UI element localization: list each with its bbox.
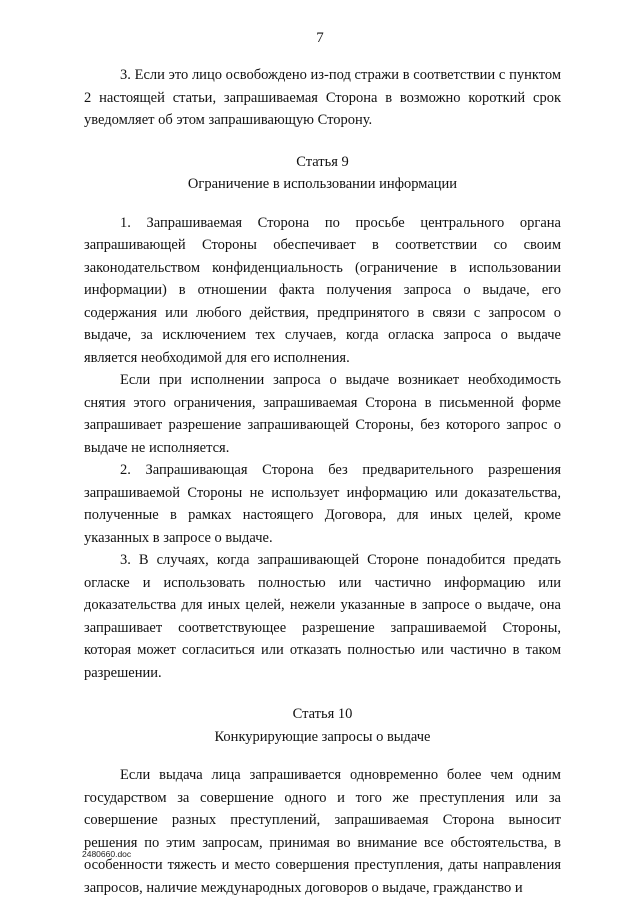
article-9-paragraph-4: 3. В случаях, когда запрашивающей Стороне понадобится предать огласке и использовать полностью или частично информацию или доказательства для иных целей, нежели указанные в запросе о выдаче, она запрашивает соответствующее разрешение запрашиваемой Стороны, которая может согласиться или отказать полностью или частично в таком разрешении.	[84, 552, 561, 681]
page-number: 7	[316, 30, 324, 46]
article-9-heading: Ограничение в использовании информации	[187, 176, 458, 192]
paragraph-intro: 3. Если это лицо освобождено из-под стражи в соответствии с пунктом 2 настоящей статьи, запрашиваемая Сторона в возможно короткий срок уведомляет об этом запрашивающую Сторону.	[84, 67, 561, 128]
article-9-paragraph-2: Если при исполнении запроса о выдаче возникает необходимость снятия этого ограничения, запрашиваемая Сторона в письменной форме запрашивает разрешение запрашивающей Стороны, без которого запрос о выдаче не исполняется.	[84, 372, 561, 456]
article-9-title: Статья 9	[296, 153, 349, 170]
spacer	[84, 684, 561, 703]
article-9-paragraph-1: 1. Запрашиваемая Сторона по просьбе центрального органа запрашивающей Стороны обеспечивает в соответствии со своим законодательством конфиденциальность (ограничение в использовании информации) в отношении факта получения запроса о выдаче, его содержания или любого действия, предпринятого в связи с запросом о выдаче, за исключением тех случаев, когда огласка запроса о выдаче является необходимой для его исполнения.	[84, 214, 561, 366]
footer-filename: 2480660.doc	[82, 849, 132, 859]
spacer	[84, 196, 561, 212]
article-10-title: Статья 10	[292, 706, 353, 722]
article-10-paragraph-1: Если выдача лица запрашивается одновременно более чем одним государством за совершение одного и того же преступления или за совершение разных преступлений, запрашиваемая Сторона выносит решения по этим запросам, принимая во внимание все обстоятельства, в особенности тяжесть и место совершения преступления, даты направления запросов, наличие международных договоров о выдаче, гражданство и	[84, 767, 561, 896]
article-9-paragraph-3: 2. Запрашивающая Сторона без предварительного разрешения запрашиваемой Стороны не использует информацию или доказательства, полученные в рамках настоящего Договора, для иных целей, кроме указанных в запросе о выдаче.	[84, 462, 561, 546]
spacer	[84, 748, 561, 764]
document-body	[84, 64, 561, 899]
spacer	[84, 132, 561, 151]
article-10-heading: Конкурирующие запросы о выдаче	[214, 728, 431, 745]
